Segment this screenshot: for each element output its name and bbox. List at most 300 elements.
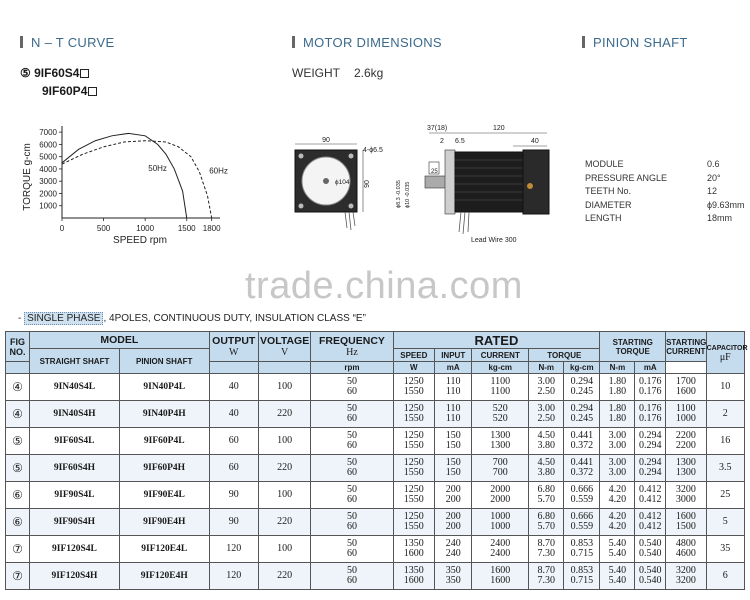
- cell-st-nm-value: 0.294: [639, 467, 662, 478]
- cell-speed-value: 1350: [403, 538, 424, 549]
- cell-torque-kg: [529, 374, 564, 401]
- cell-output: 40: [209, 374, 258, 401]
- cell-torque-kg-value: 3.80: [537, 467, 555, 478]
- cell-fig: ⑦: [6, 563, 30, 590]
- cell-torque-nm-value: 0.245: [570, 413, 594, 424]
- th-starting-torque: STARTING TORQUE: [600, 332, 666, 362]
- table-row: [6, 455, 745, 482]
- cell-frequency-value: 50: [346, 565, 357, 576]
- cell-st-nm-value: 0.540: [639, 575, 662, 586]
- cell-current-value: 1000: [490, 511, 511, 522]
- cell-pinion-shaft: 9IF60P4H: [119, 455, 209, 482]
- cell-torque-kg-value: 2.50: [537, 413, 555, 424]
- th-current: CURRENT: [472, 349, 529, 362]
- th-straight-shaft: STRAIGHT SHAFT: [30, 349, 120, 374]
- th-frequency-label: FREQUENCY: [318, 335, 385, 347]
- cell-st-nm: [635, 374, 666, 401]
- cell-speed: [393, 509, 435, 536]
- cell-torque-nm-value: 0.245: [570, 386, 594, 397]
- cell-straight-shaft: 9IF120S4H: [30, 563, 120, 590]
- cell-input-value: 240: [445, 538, 461, 549]
- model-line-1: [20, 66, 89, 80]
- cell-frequency: [311, 428, 393, 455]
- dim-2: 2: [440, 138, 444, 145]
- cell-input-value: 150: [445, 457, 461, 468]
- cell-frequency-value: 50: [346, 430, 357, 441]
- cell-straight-shaft: 9IF60S4L: [30, 428, 120, 455]
- cell-starting-current-value: 4600: [675, 548, 696, 559]
- cell-speed-value: 1250: [403, 511, 424, 522]
- cell-current-value: 2400: [490, 538, 511, 549]
- pinion-spec-value: 18mm: [707, 213, 733, 223]
- cell-torque-nm-value: 0.441: [570, 430, 594, 441]
- cell-starting-current-value: 1600: [675, 386, 696, 397]
- cell-input: [435, 374, 472, 401]
- cell-torque-nm-value: 0.666: [570, 511, 594, 522]
- cell-speed-value: 1250: [403, 376, 424, 387]
- cell-st-kg-value: 4.20: [608, 521, 627, 532]
- cell-straight-shaft: 9IN40S4H: [30, 401, 120, 428]
- cell-speed: [393, 563, 435, 590]
- section-title-text: MOTOR DIMENSIONS: [303, 35, 442, 50]
- cell-fig: ⑦: [6, 536, 30, 563]
- th-voltage-label: VOLTAGE: [260, 335, 310, 347]
- cell-st-kg-value: 3.00: [608, 440, 627, 451]
- cell-frequency: [311, 455, 393, 482]
- cell-current: [472, 401, 529, 428]
- cell-st-nm-value: 0.412: [639, 494, 662, 505]
- cell-speed-value: 1250: [403, 403, 424, 414]
- cell-st-nm: [635, 482, 666, 509]
- cell-torque-nm: [564, 536, 600, 563]
- y-tick-label: 5000: [39, 152, 57, 162]
- cell-speed: [393, 428, 435, 455]
- cell-frequency-value: 50: [346, 538, 357, 549]
- cell-capacitor: 5: [706, 509, 744, 536]
- lead-wire-label: Lead Wire 300: [471, 237, 517, 244]
- th-input: INPUT: [435, 349, 472, 362]
- cell-torque-kg-value: 3.00: [537, 403, 555, 414]
- cell-starting-current: [666, 401, 707, 428]
- series-line-50hz: [62, 133, 187, 218]
- cell-torque-kg-value: 4.50: [537, 457, 555, 468]
- desc-prefix: -: [18, 313, 25, 324]
- cell-st-nm-value: 0.294: [639, 457, 662, 468]
- front-view: [295, 137, 383, 230]
- dim-25: 25: [431, 169, 438, 175]
- title-bar-marker: [582, 36, 585, 48]
- cell-straight-shaft: 9IN40S4L: [30, 374, 120, 401]
- dim-40: 40: [531, 138, 539, 145]
- pinion-spec-label: LENGTH: [585, 213, 622, 223]
- table-row: [6, 509, 745, 536]
- cell-input: [435, 482, 472, 509]
- cell-st-kg-value: 4.20: [608, 494, 627, 505]
- cell-starting-current-value: 1600: [675, 511, 696, 522]
- cell-st-nm-value: 0.540: [639, 565, 662, 576]
- cell-st-kg-value: 5.40: [608, 548, 627, 559]
- cell-torque-kg: [529, 509, 564, 536]
- cell-input-value: 200: [445, 494, 461, 505]
- dim-37: 37(18): [427, 125, 448, 132]
- cell-current: [472, 374, 529, 401]
- pinion-spec-value: 0.6: [707, 159, 720, 169]
- title-bar-marker: [292, 36, 295, 48]
- pinion-spec-row: [585, 212, 745, 226]
- cell-st-nm-value: 0.540: [639, 538, 662, 549]
- cell-current-value: 520: [492, 413, 508, 424]
- cell-voltage: 220: [258, 563, 311, 590]
- th-capacitor: [706, 332, 748, 374]
- cell-input-value: 200: [445, 511, 461, 522]
- cell-torque-kg-value: 8.70: [537, 565, 555, 576]
- pinion-spec-row: [585, 172, 745, 186]
- cell-pinion-shaft: 9IF120E4L: [119, 536, 209, 563]
- cell-starting-current-value: 1100: [676, 403, 696, 414]
- th-st-kg: kg-cm: [564, 362, 600, 374]
- cell-current-value: 700: [492, 457, 508, 468]
- cell-starting-current-value: 1700: [675, 376, 696, 387]
- cell-st-nm: [635, 455, 666, 482]
- pinion-spec-value: 20°: [707, 172, 721, 183]
- desc-highlight: SINGLE PHASE: [24, 312, 103, 325]
- pinion-spec-value: ϕ9.63mm: [707, 199, 745, 210]
- motor-dimension-drawing: [285, 120, 565, 260]
- cell-pinion-shaft: 9IN40P4L: [119, 374, 209, 401]
- cell-output: 120: [209, 536, 258, 563]
- cell-st-kg: [600, 482, 635, 509]
- cell-pinion-shaft: 9IN40P4H: [119, 401, 209, 428]
- cell-frequency-value: 60: [346, 413, 357, 424]
- cell-speed: [393, 536, 435, 563]
- cell-current-value: 1100: [490, 386, 511, 397]
- dim-120: 120: [493, 125, 505, 132]
- cell-input-value: 240: [445, 548, 461, 559]
- cell-frequency: [311, 482, 393, 509]
- cell-torque-nm-value: 0.294: [570, 403, 594, 414]
- cell-torque-kg: [529, 536, 564, 563]
- y-tick-label: 1000: [39, 201, 57, 211]
- cell-st-kg-value: 3.00: [608, 467, 627, 478]
- cell-capacitor: 16: [706, 428, 744, 455]
- cell-speed-value: 1550: [403, 494, 424, 505]
- cell-st-nm: [635, 536, 666, 563]
- cell-starting-current-value: 2200: [675, 440, 696, 451]
- th-torque-kg: kg-cm: [472, 362, 529, 374]
- cell-st-nm: [635, 401, 666, 428]
- cell-st-kg: [600, 401, 635, 428]
- cell-output: 90: [209, 482, 258, 509]
- cell-current: [472, 536, 529, 563]
- cell-speed-value: 1600: [403, 575, 424, 586]
- cell-input-value: 110: [445, 403, 461, 414]
- cell-torque-nm-value: 0.441: [570, 457, 594, 468]
- cell-torque-kg: [529, 428, 564, 455]
- cell-current-value: 1300: [490, 430, 511, 441]
- cell-starting-current: [666, 428, 707, 455]
- cell-frequency: [311, 401, 393, 428]
- cell-input-value: 350: [445, 565, 461, 576]
- cell-starting-current-value: 2200: [675, 430, 696, 441]
- cell-fig: ④: [6, 401, 30, 428]
- cell-speed: [393, 401, 435, 428]
- cell-starting-current: [666, 509, 707, 536]
- cell-capacitor: 3.5: [706, 455, 744, 482]
- cell-st-nm-value: 0.412: [639, 521, 662, 532]
- cell-frequency: [311, 509, 393, 536]
- cell-pinion-shaft: 9IF90E4L: [119, 482, 209, 509]
- cell-voltage: 100: [258, 428, 311, 455]
- th-output: [209, 332, 258, 362]
- weight-info: [292, 66, 397, 80]
- cell-current: [472, 509, 529, 536]
- cell-starting-current-value: 1000: [675, 413, 696, 424]
- cell-input-value: 110: [445, 386, 461, 397]
- cell-torque-nm-value: 0.372: [570, 467, 594, 478]
- x-tick-label: 500: [96, 224, 111, 233]
- cell-fig: ⑥: [6, 509, 30, 536]
- cell-pinion-shaft: 9IF60P4L: [119, 428, 209, 455]
- cell-speed-value: 1350: [403, 565, 424, 576]
- cell-torque-kg-value: 6.80: [537, 511, 555, 522]
- x-axis-label: SPEED rpm: [113, 235, 167, 246]
- cell-st-nm-value: 0.176: [639, 403, 662, 414]
- th-sc-unit: mA: [635, 362, 666, 374]
- x-tick-label: 1800: [202, 224, 221, 233]
- cell-input-value: 110: [445, 376, 461, 387]
- cell-starting-current-value: 1500: [675, 521, 696, 532]
- cell-st-kg-value: 5.40: [608, 565, 627, 576]
- cell-input: [435, 536, 472, 563]
- cell-capacitor: 10: [706, 374, 744, 401]
- cell-input: [435, 428, 472, 455]
- cell-input: [435, 455, 472, 482]
- cell-starting-current-value: 4800: [675, 538, 696, 549]
- cell-torque-kg-value: 3.00: [537, 376, 555, 387]
- cell-current: [472, 455, 529, 482]
- dim-shaft1: ϕ8.3 -0.035: [396, 180, 402, 208]
- checkbox-square-icon: [88, 87, 97, 96]
- cell-input-value: 350: [445, 575, 461, 586]
- cell-torque-nm: [564, 482, 600, 509]
- table-row: [6, 374, 745, 401]
- cell-voltage: 220: [258, 509, 311, 536]
- cell-torque-nm: [564, 509, 600, 536]
- cell-st-kg: [600, 455, 635, 482]
- cell-st-nm-value: 0.176: [639, 413, 662, 424]
- cell-speed-value: 1550: [403, 413, 424, 424]
- cell-frequency-value: 60: [346, 575, 357, 586]
- cell-st-kg-value: 4.20: [608, 511, 627, 522]
- cell-voltage: 220: [258, 401, 311, 428]
- cell-torque-nm: [564, 401, 600, 428]
- spec-description: [18, 313, 366, 324]
- cell-frequency-value: 50: [346, 484, 357, 495]
- cell-voltage: 100: [258, 536, 311, 563]
- cell-speed: [393, 455, 435, 482]
- cell-speed-value: 1550: [403, 521, 424, 532]
- cell-speed-value: 1250: [403, 484, 424, 495]
- model-line-2: [42, 84, 97, 98]
- pinion-spec-label: DIAMETER: [585, 199, 632, 210]
- cell-frequency-value: 50: [346, 457, 357, 468]
- pinion-spec-row: [585, 185, 745, 199]
- cell-st-nm-value: 0.176: [639, 376, 662, 387]
- cell-input-value: 110: [445, 413, 461, 424]
- cell-starting-current-value: 1300: [675, 457, 696, 468]
- cell-starting-current-value: 3200: [675, 575, 696, 586]
- cell-speed-value: 1250: [403, 457, 424, 468]
- th-speed-unit: rpm: [311, 362, 393, 374]
- cell-output: 60: [209, 428, 258, 455]
- weight-value: 2.6kg: [354, 66, 384, 80]
- cell-torque-nm: [564, 455, 600, 482]
- cell-current-value: 700: [492, 467, 508, 478]
- cell-starting-current-value: 3200: [675, 565, 696, 576]
- th-empty: [258, 362, 311, 374]
- cell-st-nm: [635, 428, 666, 455]
- cell-frequency-value: 60: [346, 548, 357, 559]
- cell-st-nm-value: 0.176: [639, 386, 662, 397]
- th-output-label: OUTPUT: [212, 335, 256, 347]
- cell-input-value: 150: [445, 430, 461, 441]
- cell-torque-kg-value: 5.70: [537, 494, 555, 505]
- cell-fig: ⑤: [6, 455, 30, 482]
- cell-starting-current: [666, 482, 707, 509]
- desc-rest: , 4POLES, CONTINUOUS DUTY, INSULATION CLASS “E”: [103, 313, 366, 324]
- cell-pinion-shaft: 9IF90E4H: [119, 509, 209, 536]
- cell-current-value: 520: [492, 403, 508, 414]
- pinion-spec-value: 12: [707, 186, 718, 196]
- cell-torque-nm: [564, 563, 600, 590]
- cell-starting-current-value: 3200: [675, 484, 696, 495]
- cell-torque-nm-value: 0.715: [570, 575, 594, 586]
- cell-pinion-shaft: 9IF120E4H: [119, 563, 209, 590]
- cell-torque-nm-value: 0.294: [570, 376, 594, 387]
- cell-st-nm-value: 0.540: [639, 548, 662, 559]
- pinion-spec-row: [585, 199, 745, 213]
- cell-output: 120: [209, 563, 258, 590]
- cell-current-value: 1600: [490, 575, 511, 586]
- th-fig: FIG NO.: [6, 332, 30, 362]
- cell-st-kg-value: 3.00: [608, 457, 627, 468]
- cell-speed-value: 1550: [403, 386, 424, 397]
- cell-current-value: 1000: [490, 521, 511, 532]
- cell-current-value: 1300: [490, 440, 511, 451]
- cell-torque-kg-value: 7.30: [537, 575, 555, 586]
- cell-output: 90: [209, 509, 258, 536]
- cell-st-kg-value: 3.00: [608, 430, 627, 441]
- cell-st-kg: [600, 509, 635, 536]
- cell-input: [435, 401, 472, 428]
- y-axis-label: TORQUE g-cm: [22, 143, 33, 211]
- cell-starting-current: [666, 563, 707, 590]
- y-tick-label: 7000: [39, 128, 57, 138]
- cell-torque-nm-value: 0.853: [570, 565, 594, 576]
- cell-torque-kg: [529, 482, 564, 509]
- table-row: [6, 401, 745, 428]
- cell-torque-nm-value: 0.559: [570, 521, 594, 532]
- cell-st-kg: [600, 428, 635, 455]
- cell-frequency: [311, 536, 393, 563]
- cell-speed: [393, 482, 435, 509]
- cell-torque-kg-value: 5.70: [537, 521, 555, 532]
- cell-st-nm-value: 0.294: [639, 430, 662, 441]
- cell-torque-kg: [529, 401, 564, 428]
- side-view: [396, 125, 549, 244]
- th-voltage-unit: V: [281, 347, 289, 358]
- cell-capacitor: 25: [706, 482, 744, 509]
- cell-st-nm-value: 0.412: [639, 511, 662, 522]
- cell-output: 60: [209, 455, 258, 482]
- cell-st-kg: [600, 374, 635, 401]
- cell-torque-kg-value: 4.50: [537, 430, 555, 441]
- model-number: ⑤: [20, 66, 31, 80]
- cell-frequency: [311, 563, 393, 590]
- title-bar-marker: [20, 36, 23, 48]
- pinion-spec-row: [585, 158, 745, 172]
- cell-starting-current: [666, 536, 707, 563]
- table-row: [6, 482, 745, 509]
- checkbox-square-icon: [80, 69, 89, 78]
- cell-st-kg-value: 5.40: [608, 538, 627, 549]
- th-torque: TORQUE: [529, 349, 600, 362]
- cell-starting-current-value: 3000: [675, 494, 696, 505]
- cell-output: 40: [209, 401, 258, 428]
- dim-side-90: 90: [364, 180, 371, 188]
- weight-label: WEIGHT: [292, 66, 340, 80]
- model-name-straight: 9IF60S4: [34, 66, 80, 80]
- cell-torque-nm: [564, 428, 600, 455]
- cell-torque-kg-value: 2.50: [537, 386, 555, 397]
- cell-st-kg: [600, 563, 635, 590]
- cell-torque-kg-value: 8.70: [537, 538, 555, 549]
- dim-shaft2: ϕ10 -0.035: [405, 181, 411, 208]
- x-tick-label: 1500: [177, 224, 196, 233]
- cell-voltage: 220: [258, 455, 311, 482]
- cell-speed: [393, 374, 435, 401]
- cell-torque-nm: [564, 374, 600, 401]
- y-tick-label: 4000: [39, 164, 57, 174]
- th-output-unit: W: [229, 347, 239, 358]
- motor-spec-table: [5, 331, 748, 590]
- cell-voltage: 100: [258, 374, 311, 401]
- cell-st-kg-value: 1.80: [608, 386, 627, 397]
- cell-current: [472, 428, 529, 455]
- cell-frequency-value: 50: [346, 511, 357, 522]
- cell-torque-kg-value: 6.80: [537, 484, 555, 495]
- pinion-spec-label: MODULE: [585, 159, 624, 169]
- cell-frequency-value: 60: [346, 440, 357, 451]
- cell-input-value: 200: [445, 484, 461, 495]
- cell-input-value: 200: [445, 521, 461, 532]
- cell-frequency-value: 60: [346, 467, 357, 478]
- cell-fig: ⑥: [6, 482, 30, 509]
- cell-current-value: 2400: [490, 548, 511, 559]
- th-empty: [6, 362, 30, 374]
- cell-st-nm: [635, 509, 666, 536]
- cell-current: [472, 563, 529, 590]
- th-frequency: [311, 332, 393, 362]
- cell-st-kg-value: 1.80: [608, 403, 627, 414]
- cell-st-nm-value: 0.412: [639, 484, 662, 495]
- cell-frequency-value: 60: [346, 494, 357, 505]
- dim-top-90: 90: [322, 137, 330, 144]
- cell-current-value: 2000: [490, 484, 511, 495]
- cell-fig: ⑤: [6, 428, 30, 455]
- series-line-60hz: [62, 141, 212, 218]
- cell-torque-kg: [529, 563, 564, 590]
